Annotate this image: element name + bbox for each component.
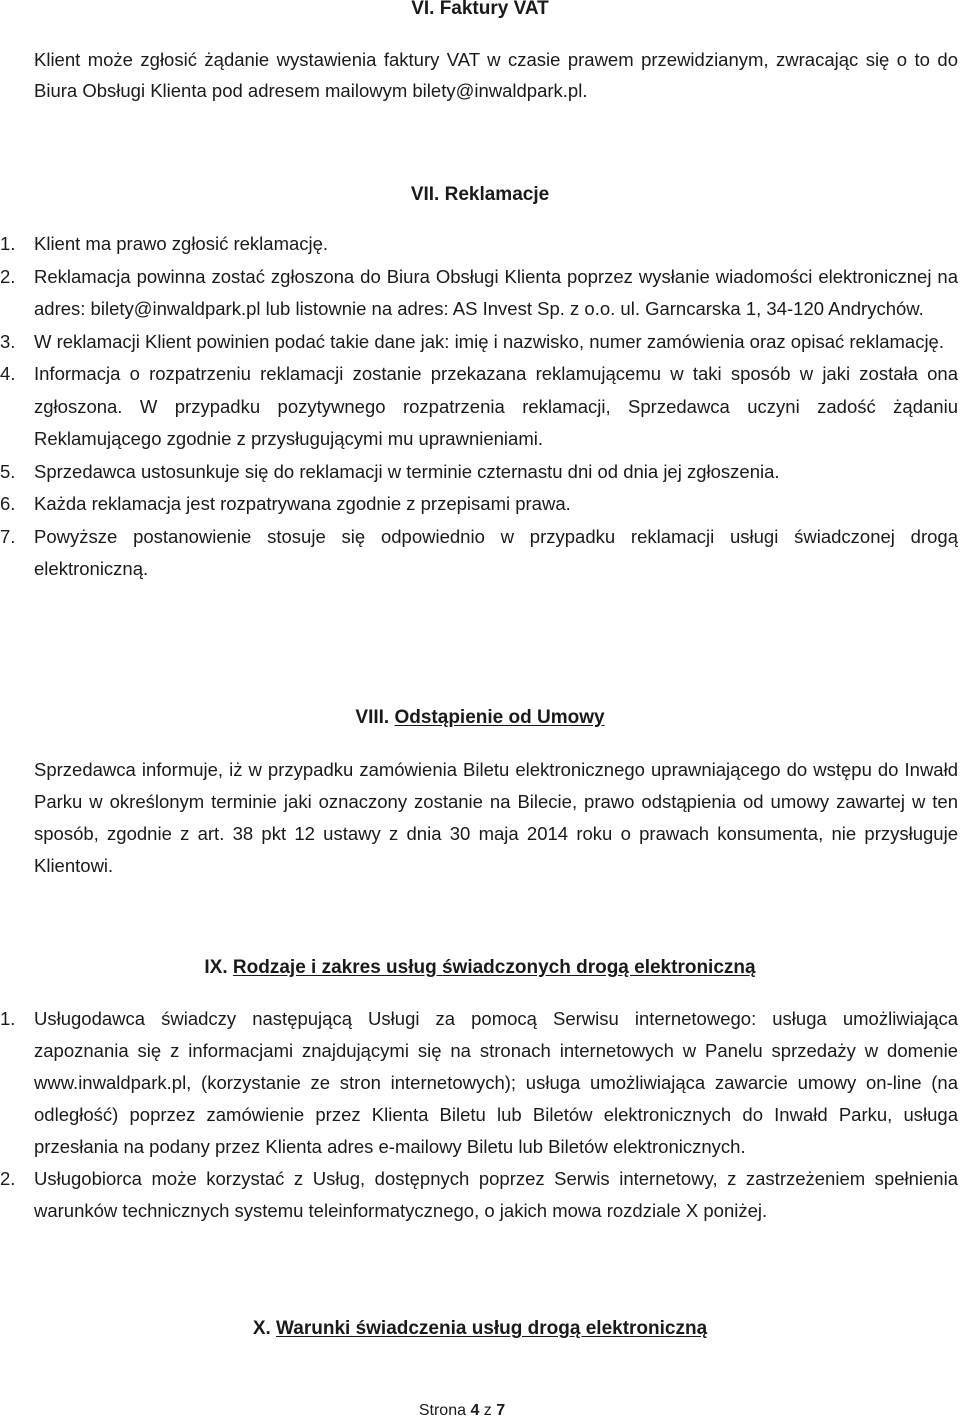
list-item-number: 2. bbox=[0, 1168, 16, 1189]
section-viii-number: VIII. bbox=[355, 707, 390, 728]
list-item-text: Reklamacja powinna zostać zgłoszona do Biura Obsługi Klienta poprzez wysłanie wiadomości elektronicznej na adres: bilety@inwaldpark.pl lub listownie na adres: AS Invest Sp. z o.o. ul. Garncarska 1, 34-120 Andrychów. bbox=[34, 265, 958, 319]
list-item-text: Sprzedawca ustosunkuje się do reklamacji w terminie czternastu dni od dnia jej zgłoszenia. bbox=[34, 460, 780, 482]
list-item-text: Usługobiorca może korzystać z Usług, dostępnych poprzez Serwis internetowy, z zastrzeżeniem spełnienia warunków technicznych systemu teleinformatycznego, o jakich mowa rozdziale X poniżej. bbox=[34, 1168, 958, 1221]
page-number-current: 4 bbox=[470, 1402, 480, 1419]
list-item bbox=[0, 1003, 958, 1163]
section-vi-heading: VI. Faktury VAT bbox=[411, 0, 549, 19]
section-viii-body: Sprzedawca informuje, iż w przypadku zamówienia Biletu elektronicznego uprawniającego do wstępu do Inwałd Parku w określonym terminie jaki oznaczony zostanie na Bilecie, prawo odstąpienia od umowy zawartej w ten sposób, zgodnie z art. 38 pkt 12 ustawy z dnia 30 maja 2014 roku o prawach konsumenta, nie przysługuje Klientowi. bbox=[34, 759, 958, 876]
list-item-number: 6. bbox=[0, 493, 16, 514]
list-item-number: 2. bbox=[0, 265, 16, 287]
list-item bbox=[0, 228, 958, 261]
section-x-heading bbox=[0, 1317, 960, 1341]
page-number-prefix: Strona bbox=[418, 1402, 466, 1419]
section-ix-number: IX. bbox=[204, 957, 228, 978]
section-x-number: X. bbox=[252, 1318, 271, 1339]
section-viii-heading bbox=[0, 706, 960, 730]
list-item-text: Usługodawca świadczy następującą Usługi za pomocą Serwisu internetowego: usługa umożliwiająca zapoznania się z informacjami znajdującymi się na stronach internetowych w Panelu sprzedaży w domenie www.inwaldpark.pl, (korzystanie ze stron internetowych); usługa umożliwiająca zawarcie umowy on-line (na odległość) poprzez zamówienie przez Klienta Biletu lub Biletów elektronicznych do Inwałd Parku, usługa przesłania na podany przez Klienta adres e-mailowy Biletu lub Biletów elektronicznych. bbox=[34, 1008, 958, 1157]
section-x-title: Warunki świadczenia usług drogą elektroniczną bbox=[276, 1318, 708, 1339]
page-number-total: 7 bbox=[496, 1402, 506, 1419]
list-item-number: 5. bbox=[0, 460, 16, 482]
list-item bbox=[0, 326, 958, 359]
section-vi-body: Klient może zgłosić żądanie wystawienia faktury VAT w czasie prawem przewidzianym, zwracając się o to do Biura Obsługi Klienta pod adresem mailowym bilety@inwaldpark.pl. bbox=[34, 49, 958, 101]
list-item bbox=[0, 521, 958, 586]
list-item-number: 3. bbox=[0, 330, 16, 352]
list-item bbox=[0, 1163, 958, 1227]
list-item-number: 4. bbox=[0, 363, 16, 384]
list-item-number: 1. bbox=[0, 233, 16, 254]
list-item-text: Informacja o rozpatrzeniu reklamacji zostanie przekazana reklamującemu w taki sposób w jaki została ona zgłoszona. W przypadku pozytywnego rozpatrzenia reklamacji, Sprzedawca uczyni zadość żądaniu Reklamującego zgodnie z przysługującymi mu uprawnieniami. bbox=[34, 363, 958, 449]
list-item-text: W reklamacji Klient powinien podać takie dane jak: imię i nazwisko, numer zamówienia oraz opisać reklamację. bbox=[34, 330, 944, 352]
list-item-text: Powyższe postanowienie stosuje się odpowiednio w przypadku reklamacji usługi świadczonej drogą elektroniczną. bbox=[34, 525, 958, 579]
list-item bbox=[0, 261, 958, 326]
section-viii-title: Odstąpienie od Umowy bbox=[394, 707, 605, 728]
list-item-text: Każda reklamacja jest rozpatrywana zgodnie z przepisami prawa. bbox=[34, 493, 571, 514]
list-item bbox=[0, 488, 958, 521]
page-footer bbox=[0, 1400, 924, 1422]
list-item-number: 7. bbox=[0, 525, 16, 547]
list-item-number: 1. bbox=[0, 1008, 16, 1029]
section-ix-list bbox=[0, 1003, 958, 1227]
page-number-separator: z bbox=[483, 1402, 492, 1419]
section-vii-heading: VII. Reklamacje bbox=[410, 184, 550, 205]
section-ix-heading bbox=[0, 956, 960, 980]
section-ix-title: Rodzaje i zakres usług świadczonych drogą elektroniczną bbox=[232, 957, 756, 978]
section-vii-list bbox=[0, 228, 958, 586]
list-item-text: Klient ma prawo zgłosić reklamację. bbox=[34, 233, 329, 254]
list-item bbox=[0, 358, 958, 456]
list-item bbox=[0, 456, 958, 489]
